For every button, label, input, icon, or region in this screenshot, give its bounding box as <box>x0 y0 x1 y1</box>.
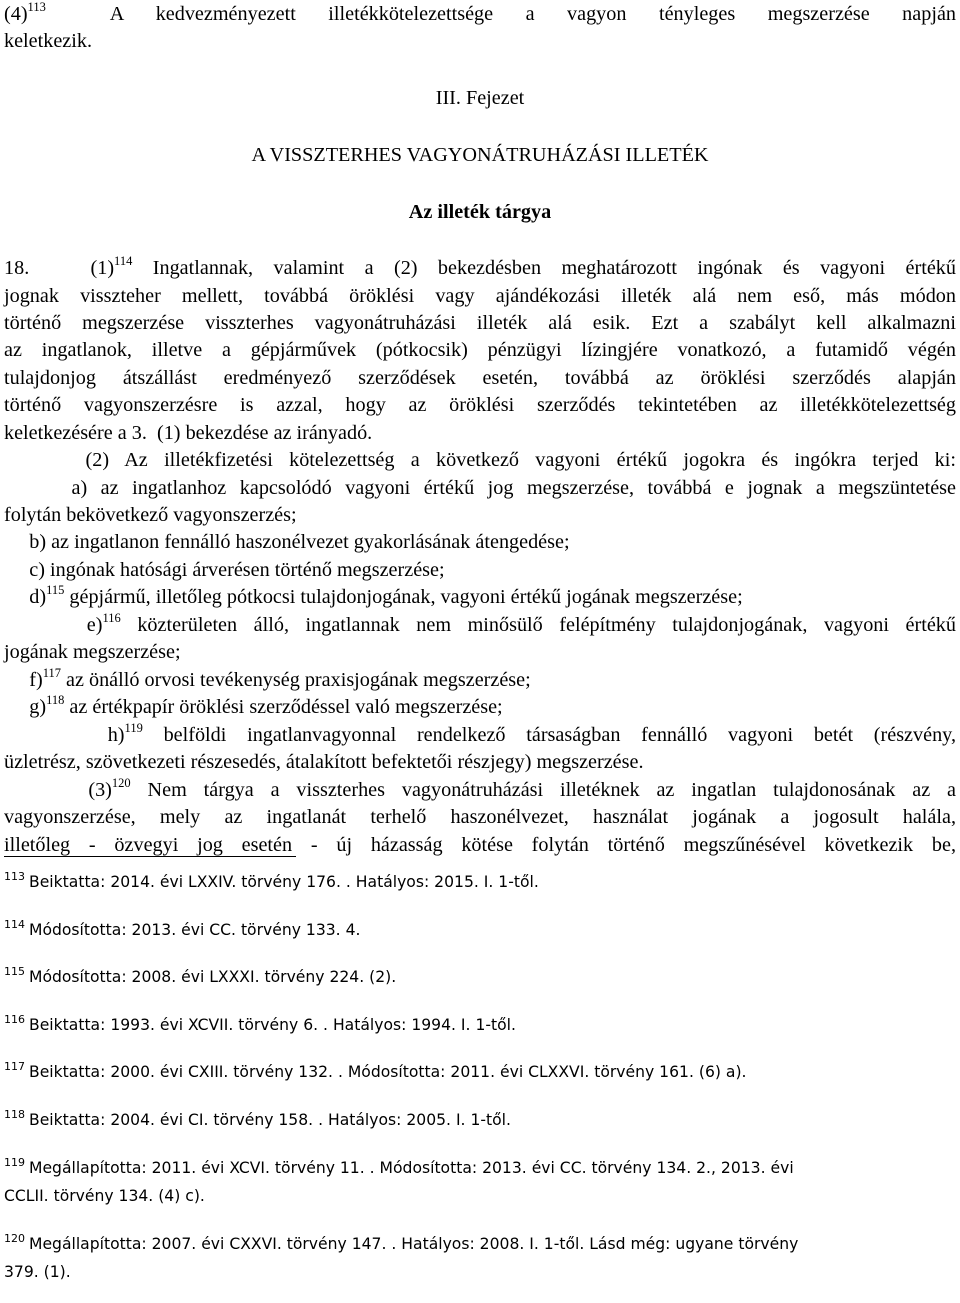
text-line <box>4 832 956 858</box>
text-line <box>0 199 960 225</box>
line-text: az ingatlanok, illetve a gépjárművek (pótkocsik) pénzügyi lízingjére vonatkozó, a futamidő végén <box>4 339 956 361</box>
text-line <box>0 85 960 111</box>
line-text: g) <box>4 696 47 718</box>
footnote-marker: 117 <box>42 666 61 680</box>
line-text: c) ingónak hatósági árverésen történő megszerzése; <box>4 559 445 581</box>
line-text: az önálló orvosi tevékenység praxisjogának megszerzése; <box>60 669 531 691</box>
footnote-marker: 118 <box>46 693 65 707</box>
footnote <box>4 871 956 894</box>
footnote <box>4 1014 956 1037</box>
footnote-number: 119 <box>4 1156 25 1169</box>
line-text: b) az ingatlanon fennálló haszonélvezet gyakorlásának átengedése; <box>4 531 570 553</box>
footnote-continuation: CCLII. törvény 134. (4) c). <box>4 1187 205 1205</box>
line-text: jognak visszteher mellett, továbbá öröklési vagy ajándékozási illeték alá nem eső, más módon <box>4 285 956 307</box>
line-text: (4) <box>4 3 28 25</box>
footnote <box>4 1061 956 1084</box>
footnote-number: 113 <box>4 870 25 883</box>
text-line <box>4 337 956 363</box>
text-line <box>4 447 956 473</box>
footnote-number: 116 <box>4 1013 25 1026</box>
text-line <box>4 529 956 555</box>
footnote-text: Beiktatta: 2004. évi CI. törvény 158. . Hatályos: 2005. I. 1-től. <box>29 1111 511 1129</box>
line-text: f) <box>4 669 43 691</box>
footnote-text: Beiktatta: 2000. évi CXIII. törvény 132. . Módosította: 2011. évi CLXXVI. törvény 161. (6) a). <box>29 1063 747 1081</box>
line-text: vagyonszerzése, mely az ingatlanát terhelő haszonélvezet, használat jogának a jogosult halála, <box>4 806 956 828</box>
text-line <box>4 804 956 830</box>
line-text: folytán bekövetkező vagyonszerzés; <box>4 504 297 526</box>
text-line <box>4 420 956 446</box>
footnote-text: Megállapította: 2007. évi CXXVI. törvény 147. . Hatályos: 2008. I. 1-től. Lásd még: ugyane törvény <box>29 1235 799 1253</box>
text-line <box>4 365 956 391</box>
line-text: történő megszerzése visszterhes vagyonátruházási illeték alá esik. Ezt a szabályt kell alkalmazni <box>4 312 956 334</box>
footnote-continuation: 379. (1). <box>4 1263 71 1281</box>
line-text: (3) <box>4 779 112 801</box>
text-line <box>4 667 956 693</box>
text-line <box>4 557 956 583</box>
footnote-number: 115 <box>4 965 25 978</box>
footnote-marker: 119 <box>124 721 143 735</box>
text-line <box>4 392 956 418</box>
line-text: belföldi ingatlanvagyonnal rendelkező társaságban fennálló vagyoni betét (részvény, <box>142 724 956 746</box>
footnote-number: 114 <box>4 918 25 931</box>
footnote-marker: 115 <box>46 583 65 597</box>
footnote-text: Beiktatta: 2014. évi LXXIV. törvény 176. . Hatályos: 2015. I. 1-től. <box>29 873 539 891</box>
text-line <box>4 502 956 528</box>
footnote-marker: 120 <box>111 776 131 790</box>
line-text: illetőleg - özvegyi jog esetén - új házasság kötése folytán történő megszűnésével következik be, <box>4 834 956 856</box>
text-line <box>4 255 956 281</box>
footnote-number: 118 <box>4 1108 25 1121</box>
text-line <box>4 612 956 638</box>
footnote-number: 117 <box>4 1060 25 1073</box>
footnote-text: Módosította: 2013. évi CC. törvény 133. 4. <box>29 921 361 939</box>
footnote <box>4 966 956 989</box>
footnote <box>4 1109 956 1132</box>
text-line <box>4 639 956 665</box>
line-text: jogának megszerzése; <box>4 641 181 663</box>
line-text: gépjármű, illetőleg pótkocsi tulajdonjogának, vagyoni értékű jogának megszerzése; <box>64 586 743 608</box>
text-line <box>4 777 956 803</box>
text-line <box>4 475 956 501</box>
footnote-separator <box>4 856 296 857</box>
text-line <box>4 28 956 54</box>
footnote <box>4 1157 956 1180</box>
line-text: A kedvezményezett illetékkötelezettsége a vagyon tényleges megszerzése napján <box>45 3 956 25</box>
footnote-number: 120 <box>4 1232 25 1245</box>
text-line <box>4 749 956 775</box>
line-text: keletkezésére a 3. (1) bekezdése az irányadó. <box>4 422 373 444</box>
footnote-marker: 116 <box>102 611 121 625</box>
line-text: 18. (1) <box>4 257 115 279</box>
footnote-text: Módosította: 2008. évi LXXXI. törvény 224. (2). <box>29 968 397 986</box>
line-text: Ingatlannak, valamint a (2) bekezdésben meghatározott ingónak és vagyoni értékű <box>132 257 956 279</box>
line-text: Az illeték tárgya <box>408 201 552 223</box>
footnote <box>4 919 956 942</box>
text-line <box>4 694 956 720</box>
text-line <box>4 1 956 27</box>
text-line <box>4 584 956 610</box>
footnote-text: Megállapította: 2011. évi XCVI. törvény 11. . Módosította: 2013. évi CC. törvény 134. 2., 2013. évi <box>29 1159 794 1177</box>
footnote-marker: 113 <box>27 0 46 14</box>
line-text: d) <box>4 586 47 608</box>
text-line <box>4 722 956 748</box>
text-line <box>0 142 960 168</box>
line-text: a) az ingatlanhoz kapcsolódó vagyoni értékű jog megszerzése, továbbá e jognak a megszüntetése <box>4 477 956 499</box>
footnote <box>4 1233 956 1256</box>
line-text: tulajdonjog átszállást eredményező szerződések esetén, továbbá az öröklési szerződés alapján <box>4 367 956 389</box>
line-text: keletkezik. <box>4 30 92 52</box>
line-text: A VISSZTERHES VAGYONÁTRUHÁZÁSI ILLETÉK <box>251 144 709 166</box>
line-text: üzletrész, szövetkezeti részesedés, átalakított befektetői részjegy) megszerzése. <box>4 751 644 773</box>
line-text: III. Fejezet <box>435 87 525 109</box>
text-line <box>4 310 956 336</box>
line-text: e) <box>4 614 103 636</box>
line-text: történő vagyonszerzésre is azzal, hogy az öröklési szerződés tekintetében az illetékkötelezettség <box>4 394 956 416</box>
line-text: az értékpapír öröklési szerződéssel való megszerzése; <box>64 696 503 718</box>
line-text: (2) Az illetékfizetési kötelezettség a következő vagyoni értékű jogokra és ingókra terjed ki: <box>4 449 956 471</box>
footnote-marker: 114 <box>114 254 133 268</box>
footnote-text: Beiktatta: 1993. évi XCVII. törvény 6. . Hatályos: 1994. I. 1-től. <box>29 1016 516 1034</box>
line-text: h) <box>4 724 125 746</box>
line-text: Nem tárgya a visszterhes vagyonátruházási illetéknek az ingatlan tulajdonosának az a <box>130 779 956 801</box>
line-text: közterületen álló, ingatlannak nem minősülő felépítmény tulajdonjogának, vagyoni értékű <box>120 614 956 636</box>
text-line <box>4 283 956 309</box>
